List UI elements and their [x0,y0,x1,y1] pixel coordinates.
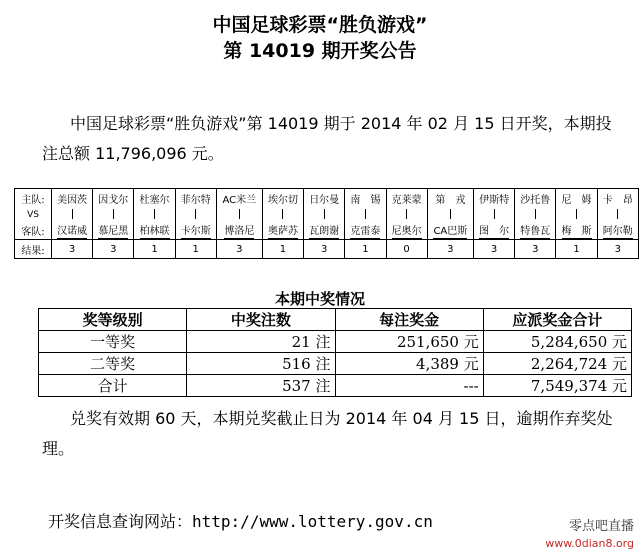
level-cell: 合计 [39,375,187,397]
away-team-name: 博洛尼 [224,222,254,239]
away-team-name: CA巴斯 [433,222,467,239]
match-result: 1 [262,240,303,259]
result-row [15,240,639,259]
vs-bar [195,209,196,219]
away-team-name: 克雷泰 [350,222,380,239]
vs-divider [386,207,427,221]
match-result: 3 [216,240,262,259]
home-team: 克莱蒙 [386,189,427,208]
match-result: 3 [52,240,93,259]
vs-row [15,207,639,221]
home-team: 美因茨 [52,189,93,208]
vs-bar [239,209,240,219]
home-team: 尼 姆 [556,189,597,208]
prize-row-first [39,331,632,353]
away-team [427,221,473,240]
intro-paragraph: 中国足球彩票“胜负游戏”第 14019 期于 2014 年 02 月 15 日开奖，本期投注总额 11,796,096 元。 [42,114,612,163]
vs-divider [216,207,262,221]
total-cell: 7,549,374 元 [483,375,631,397]
vs-bar [494,209,495,219]
watermark-url: www.0dian8.org [545,537,634,550]
away-team-name: 卡尔斯 [181,222,211,239]
vs-divider [474,207,515,221]
query-line [48,509,433,532]
vs-divider [597,207,638,221]
away-team-name: 尼奥尔 [392,222,422,239]
home-team: 卡 昂 [597,189,638,208]
prize-row-second [39,353,632,375]
issue-title: 第 14019 期开奖公告 [223,40,417,62]
per-cell: --- [335,375,483,397]
vs-divider [515,207,556,221]
total-cell: 2,264,724 元 [483,353,631,375]
vs-bar [365,209,366,219]
vs-bar [324,209,325,219]
vs-bar [406,209,407,219]
away-team [474,221,515,240]
vs-divider [345,207,386,221]
vs-divider [134,207,175,221]
away-team [175,221,216,240]
home-team: 南 锡 [345,189,386,208]
home-team: 伊斯特 [474,189,515,208]
vs-label: VS [15,207,52,221]
away-team [386,221,427,240]
count-cell: 537 注 [187,375,335,397]
vs-bar [576,209,577,219]
away-team-name: 梅 斯 [562,222,592,239]
home-team: 埃尔切 [262,189,303,208]
claim-notice: 兑奖有效期 60 天，本期兑奖截止日为 2014 年 04 月 15 日，逾期作弃奖处理。 [42,409,613,458]
home-team: 杜塞尔 [134,189,175,208]
away-team-name: 汉诺威 [57,222,87,239]
away-team [515,221,556,240]
header-per: 每注奖金 [335,309,483,331]
away-team-name: 图 尔 [479,222,509,239]
prize-row-sum [39,375,632,397]
vs-bar [282,209,283,219]
match-result: 3 [515,240,556,259]
away-team [304,221,345,240]
away-team-name: 奥萨苏 [268,222,298,239]
away-team [262,221,303,240]
home-team: 菲尔特 [175,189,216,208]
away-team-name: 阿尔勒 [603,222,633,239]
vs-divider [427,207,473,221]
match-table [14,188,639,259]
vs-bar [154,209,155,219]
vs-bar [450,209,451,219]
match-result: 3 [474,240,515,259]
match-result: 3 [304,240,345,259]
vs-divider [52,207,93,221]
away-team-name: 柏林联 [140,222,170,239]
prize-table [38,308,632,397]
total-cell: 5,284,650 元 [483,331,631,353]
query-label: 开奖信息查询网站： [48,512,193,531]
home-team: 因戈尔 [93,189,134,208]
vs-bar [617,209,618,219]
prize-section-title: 本期中奖情况 [274,290,365,308]
prize-header-row [39,309,632,331]
away-row [15,221,639,240]
vs-divider [175,207,216,221]
away-team [134,221,175,240]
home-team: 第 戎 [427,189,473,208]
vs-bar [113,209,114,219]
match-result: 3 [93,240,134,259]
away-team [52,221,93,240]
vs-divider [262,207,303,221]
vs-bar [535,209,536,219]
level-cell: 二等奖 [39,353,187,375]
header-count: 中奖注数 [187,309,335,331]
vs-bar [72,209,73,219]
header-total: 应派奖金合计 [483,309,631,331]
match-result: 1 [556,240,597,259]
home-label: 主队: [15,189,52,208]
result-label: 结果: [15,240,52,259]
match-result: 1 [345,240,386,259]
per-cell: 251,650 元 [335,331,483,353]
away-team-name: 瓦朗谢 [309,222,339,239]
away-team [216,221,262,240]
away-team [93,221,134,240]
vs-divider [93,207,134,221]
header-level: 奖等级别 [39,309,187,331]
match-result: 3 [427,240,473,259]
away-label: 客队: [15,221,52,240]
announcement-title: 中国足球彩票“胜负游戏” [212,14,428,36]
away-team-name: 特鲁瓦 [520,222,550,239]
home-team: 日尔曼 [304,189,345,208]
count-cell: 21 注 [187,331,335,353]
match-result: 0 [386,240,427,259]
count-cell: 516 注 [187,353,335,375]
lottery-website-link[interactable]: http://www.lottery.gov.cn [192,512,433,531]
vs-divider [304,207,345,221]
home-row [15,189,639,208]
match-result: 1 [175,240,216,259]
home-team: AC米兰 [216,189,262,208]
vs-divider [556,207,597,221]
per-cell: 4,389 元 [335,353,483,375]
watermark-name: 零点吧直播 [568,519,634,534]
away-team [345,221,386,240]
match-result: 3 [597,240,638,259]
away-team [556,221,597,240]
away-team-name: 慕尼黑 [98,222,128,239]
watermark [545,518,634,552]
match-result: 1 [134,240,175,259]
level-cell: 一等奖 [39,331,187,353]
home-team: 沙托鲁 [515,189,556,208]
away-team [597,221,638,240]
